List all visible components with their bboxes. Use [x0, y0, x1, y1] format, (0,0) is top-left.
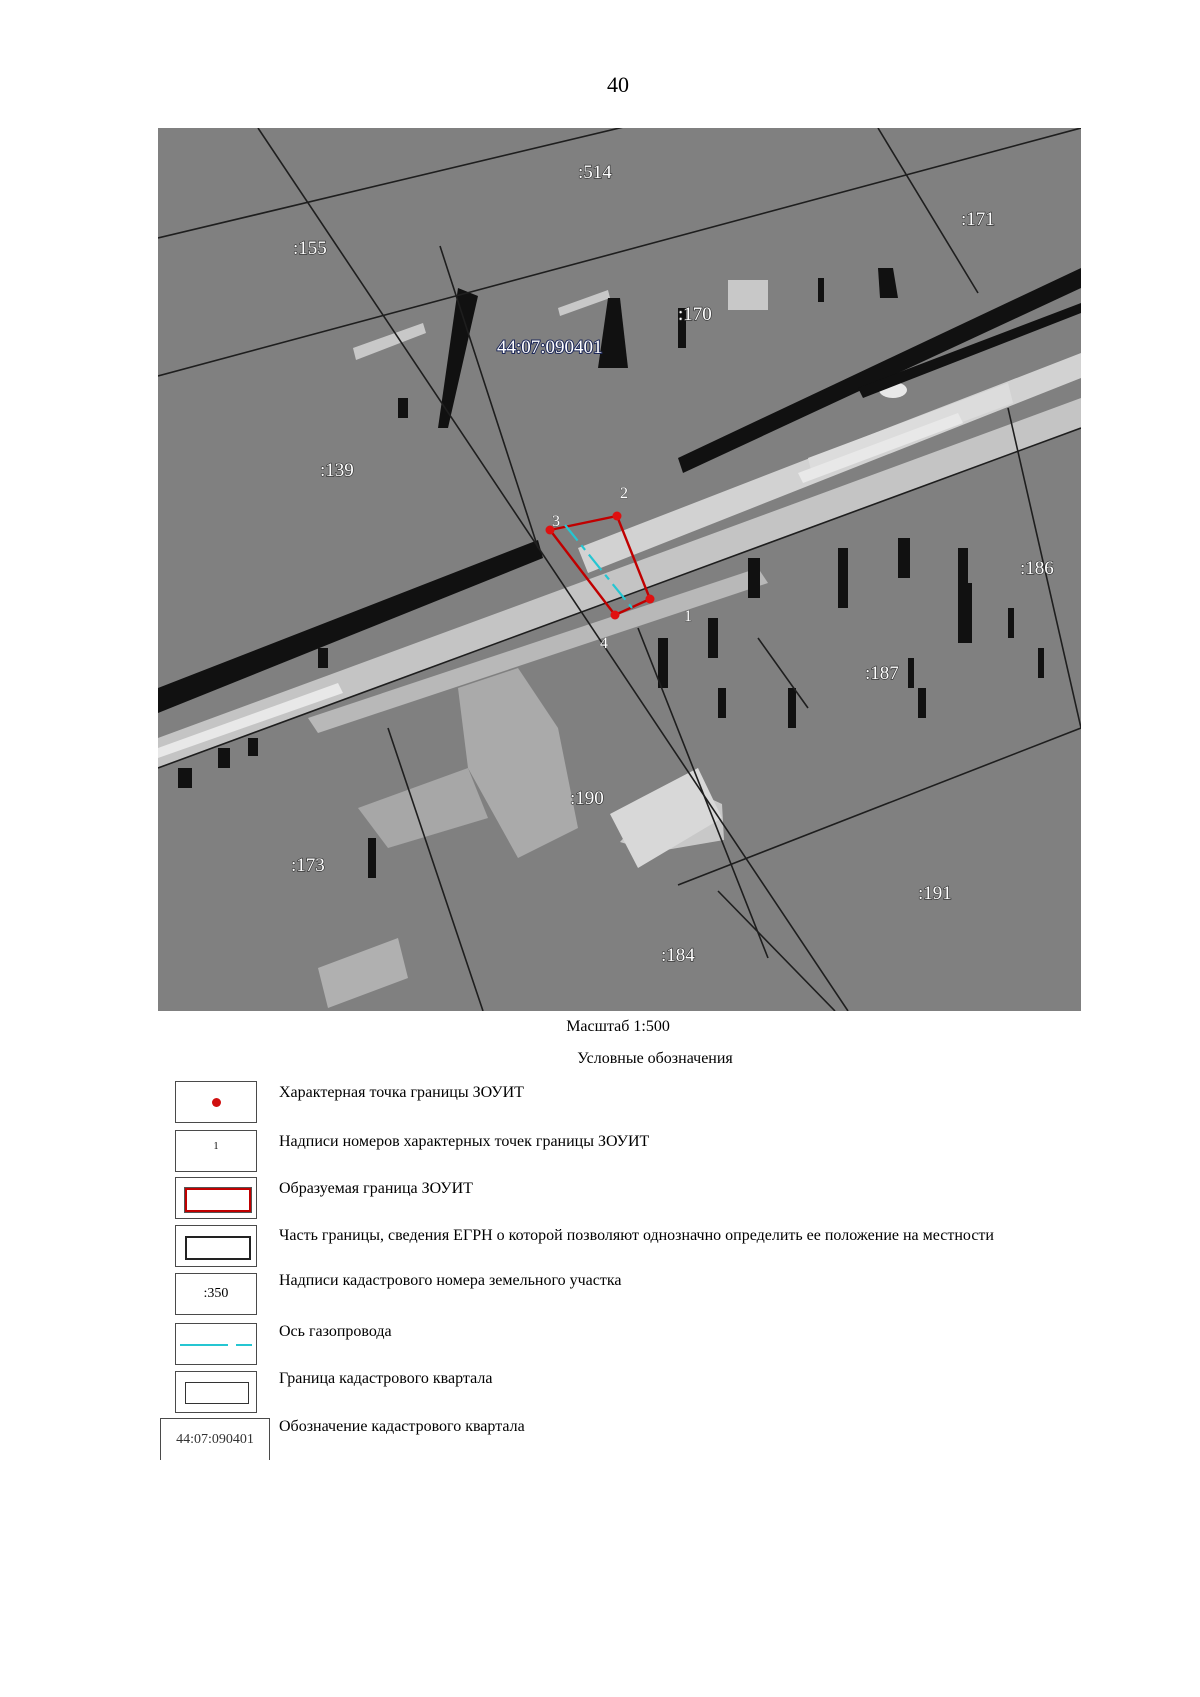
point-label: 4 [600, 635, 608, 652]
legend-sample-box [175, 1081, 257, 1123]
parcel-label: :187 [865, 663, 899, 684]
legend-text: Надписи кадастрового номера земельного участка [279, 1272, 622, 1289]
parcel-label: :155 [293, 238, 327, 259]
legend-sample-box [175, 1273, 257, 1315]
boundary-line [678, 728, 1081, 885]
thin-rectangle-icon [185, 1382, 249, 1404]
parcel-number-sample: :350 [203, 1286, 229, 1301]
parcel-label: :173 [291, 855, 325, 876]
parcel-label: :139 [320, 460, 354, 481]
legend-text: Характерная точка границы ЗОУИТ [279, 1084, 524, 1101]
boundary-line [298, 128, 358, 248]
legend-sample-box [175, 1130, 257, 1172]
legend-text: Граница кадастрового квартала [279, 1370, 493, 1387]
parcel-label: :184 [661, 945, 695, 966]
map-scale: Масштаб 1:500 [566, 1018, 670, 1035]
point-label: 1 [684, 608, 692, 625]
legend-sample-box [175, 1371, 257, 1413]
zouit-point [646, 595, 655, 604]
quarter-number-sample: 44:07:090401 [176, 1432, 254, 1447]
legend-sample-box [160, 1418, 270, 1460]
point-label: 2 [620, 485, 628, 502]
parcel-label: :171 [961, 209, 995, 230]
point-label: 3 [552, 513, 560, 530]
gas-axis-icon [236, 1344, 252, 1346]
legend-text: Ось газопровода [279, 1323, 392, 1340]
zouit-point [613, 512, 622, 521]
boundary-line [758, 638, 808, 708]
black-rectangle-icon [185, 1236, 251, 1260]
legend-sample-box [175, 1323, 257, 1365]
parcel-label: :170 [678, 304, 712, 325]
legend-sample-box [175, 1177, 257, 1219]
quarter-label: 44:07:090401 [497, 337, 603, 358]
parcel-label: :514 [578, 162, 612, 183]
parcel-label: :190 [570, 788, 604, 809]
red-rectangle-icon [185, 1188, 251, 1212]
legend-text: Часть границы, сведения ЕГРН о которой позволяют однозначно определить ее положение на местности [279, 1227, 994, 1244]
map-canvas [158, 128, 1081, 1011]
boundary-line [718, 891, 835, 1011]
parcel-label: :186 [1020, 558, 1054, 579]
red-dot-icon [212, 1098, 221, 1107]
boundary-line [158, 428, 1081, 768]
point-number-sample: 1 [213, 1141, 219, 1152]
legend-text: Образуемая граница ЗОУИТ [279, 1180, 473, 1197]
boundary-line [420, 128, 458, 238]
legend-text: Обозначение кадастрового квартала [279, 1418, 525, 1435]
page-number: 40 [607, 72, 629, 97]
zouit-point [611, 611, 620, 620]
cadastral-map [158, 128, 1081, 1011]
parcel-label: :191 [918, 883, 952, 904]
gas-axis-icon [180, 1344, 228, 1346]
boundary-line [158, 128, 1081, 238]
legend-text: Надписи номеров характерных точек границы ЗОУИТ [279, 1133, 650, 1150]
legend-title: Условные обозначения [577, 1050, 733, 1067]
legend-sample-box [175, 1225, 257, 1267]
